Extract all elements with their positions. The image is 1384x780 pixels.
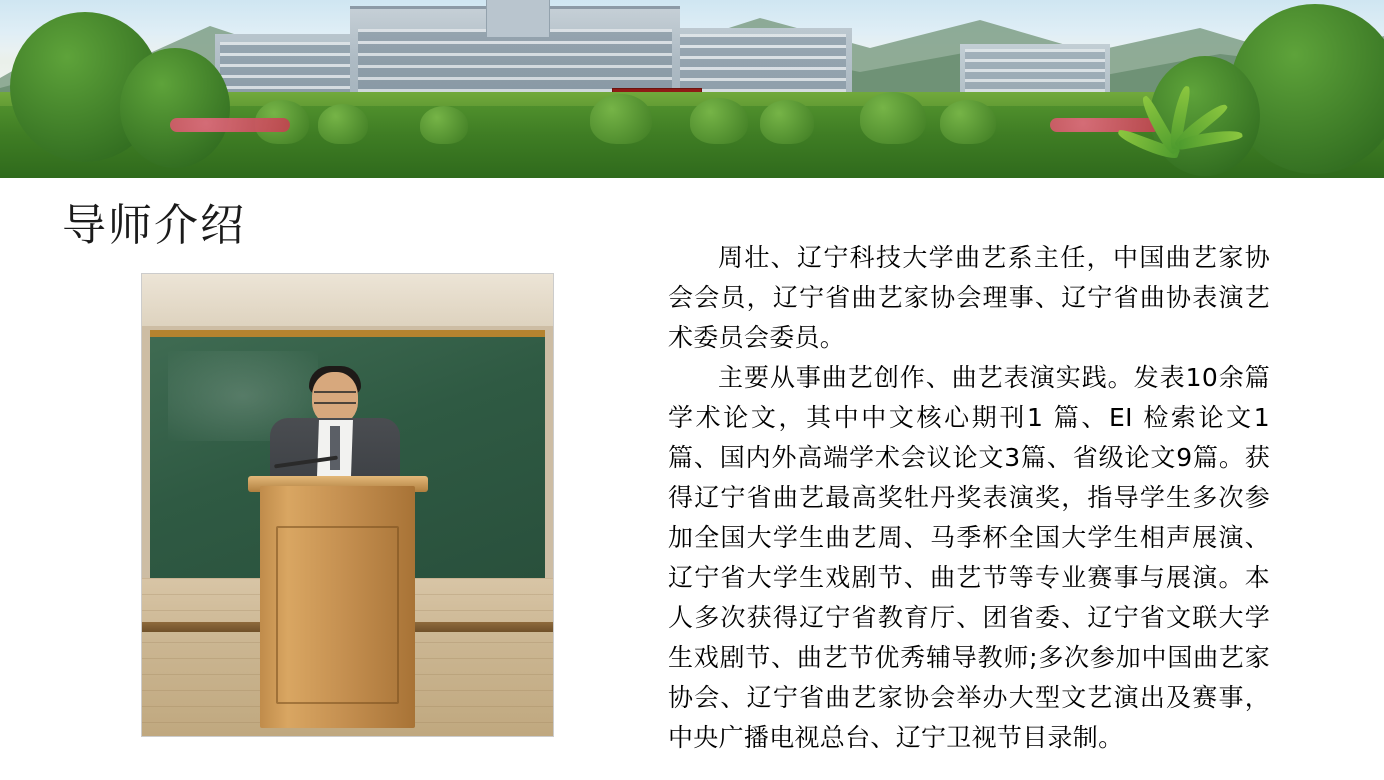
podium-panel — [276, 526, 399, 704]
page-title: 导师介绍 — [62, 200, 246, 251]
glasses-icon — [314, 391, 356, 404]
shrub-8 — [420, 106, 468, 144]
building-tower — [486, 0, 550, 38]
wall-upper-band — [142, 274, 553, 326]
instructor-bio — [668, 238, 1270, 758]
tree-2 — [120, 48, 230, 168]
bio-paragraph-2: 主要从事曲艺创作、曲艺表演实践。发表10余篇学术论文，其中中文核心期刊1 篇、EI 检索论文1篇、国内外高端学术会议论文3篇、省级论文9篇。获得辽宁省曲艺最高奖牡丹奖表演奖，指导学生多次参加全国大学生曲艺周、马季杯全国大学生相声展演、辽宁省大学生戏剧节、曲艺节等专业赛事与展演。本人多次获得辽宁省教育厅、团省委、辽宁省文联大学生戏剧节、曲艺节优秀辅导教师;多次参加中国曲艺家协会、辽宁省曲艺家协会举办大型文艺演出及赛事，中央广播电视总台、辽宁卫视节目录制。 — [668, 363, 1270, 752]
bio-paragraph-1: 周壮、辽宁科技大学曲艺系主任，中国曲艺家协会会员，辽宁省曲艺家协会理事、辽宁省曲协表演艺术委员会委员。 — [668, 243, 1270, 352]
person-tie — [330, 426, 340, 470]
podium — [260, 486, 415, 728]
shrub-4 — [690, 98, 748, 144]
shrub-6 — [860, 92, 926, 144]
instructor-photo — [141, 273, 554, 737]
palm-tree — [1120, 80, 1240, 150]
shrub-3 — [590, 94, 652, 144]
shrub-7 — [940, 100, 996, 144]
shrub-5 — [760, 100, 814, 144]
campus-banner-image — [0, 0, 1384, 178]
banner-divider — [0, 178, 1384, 179]
shrub-2 — [318, 104, 368, 144]
flower-bed-left — [170, 118, 290, 132]
